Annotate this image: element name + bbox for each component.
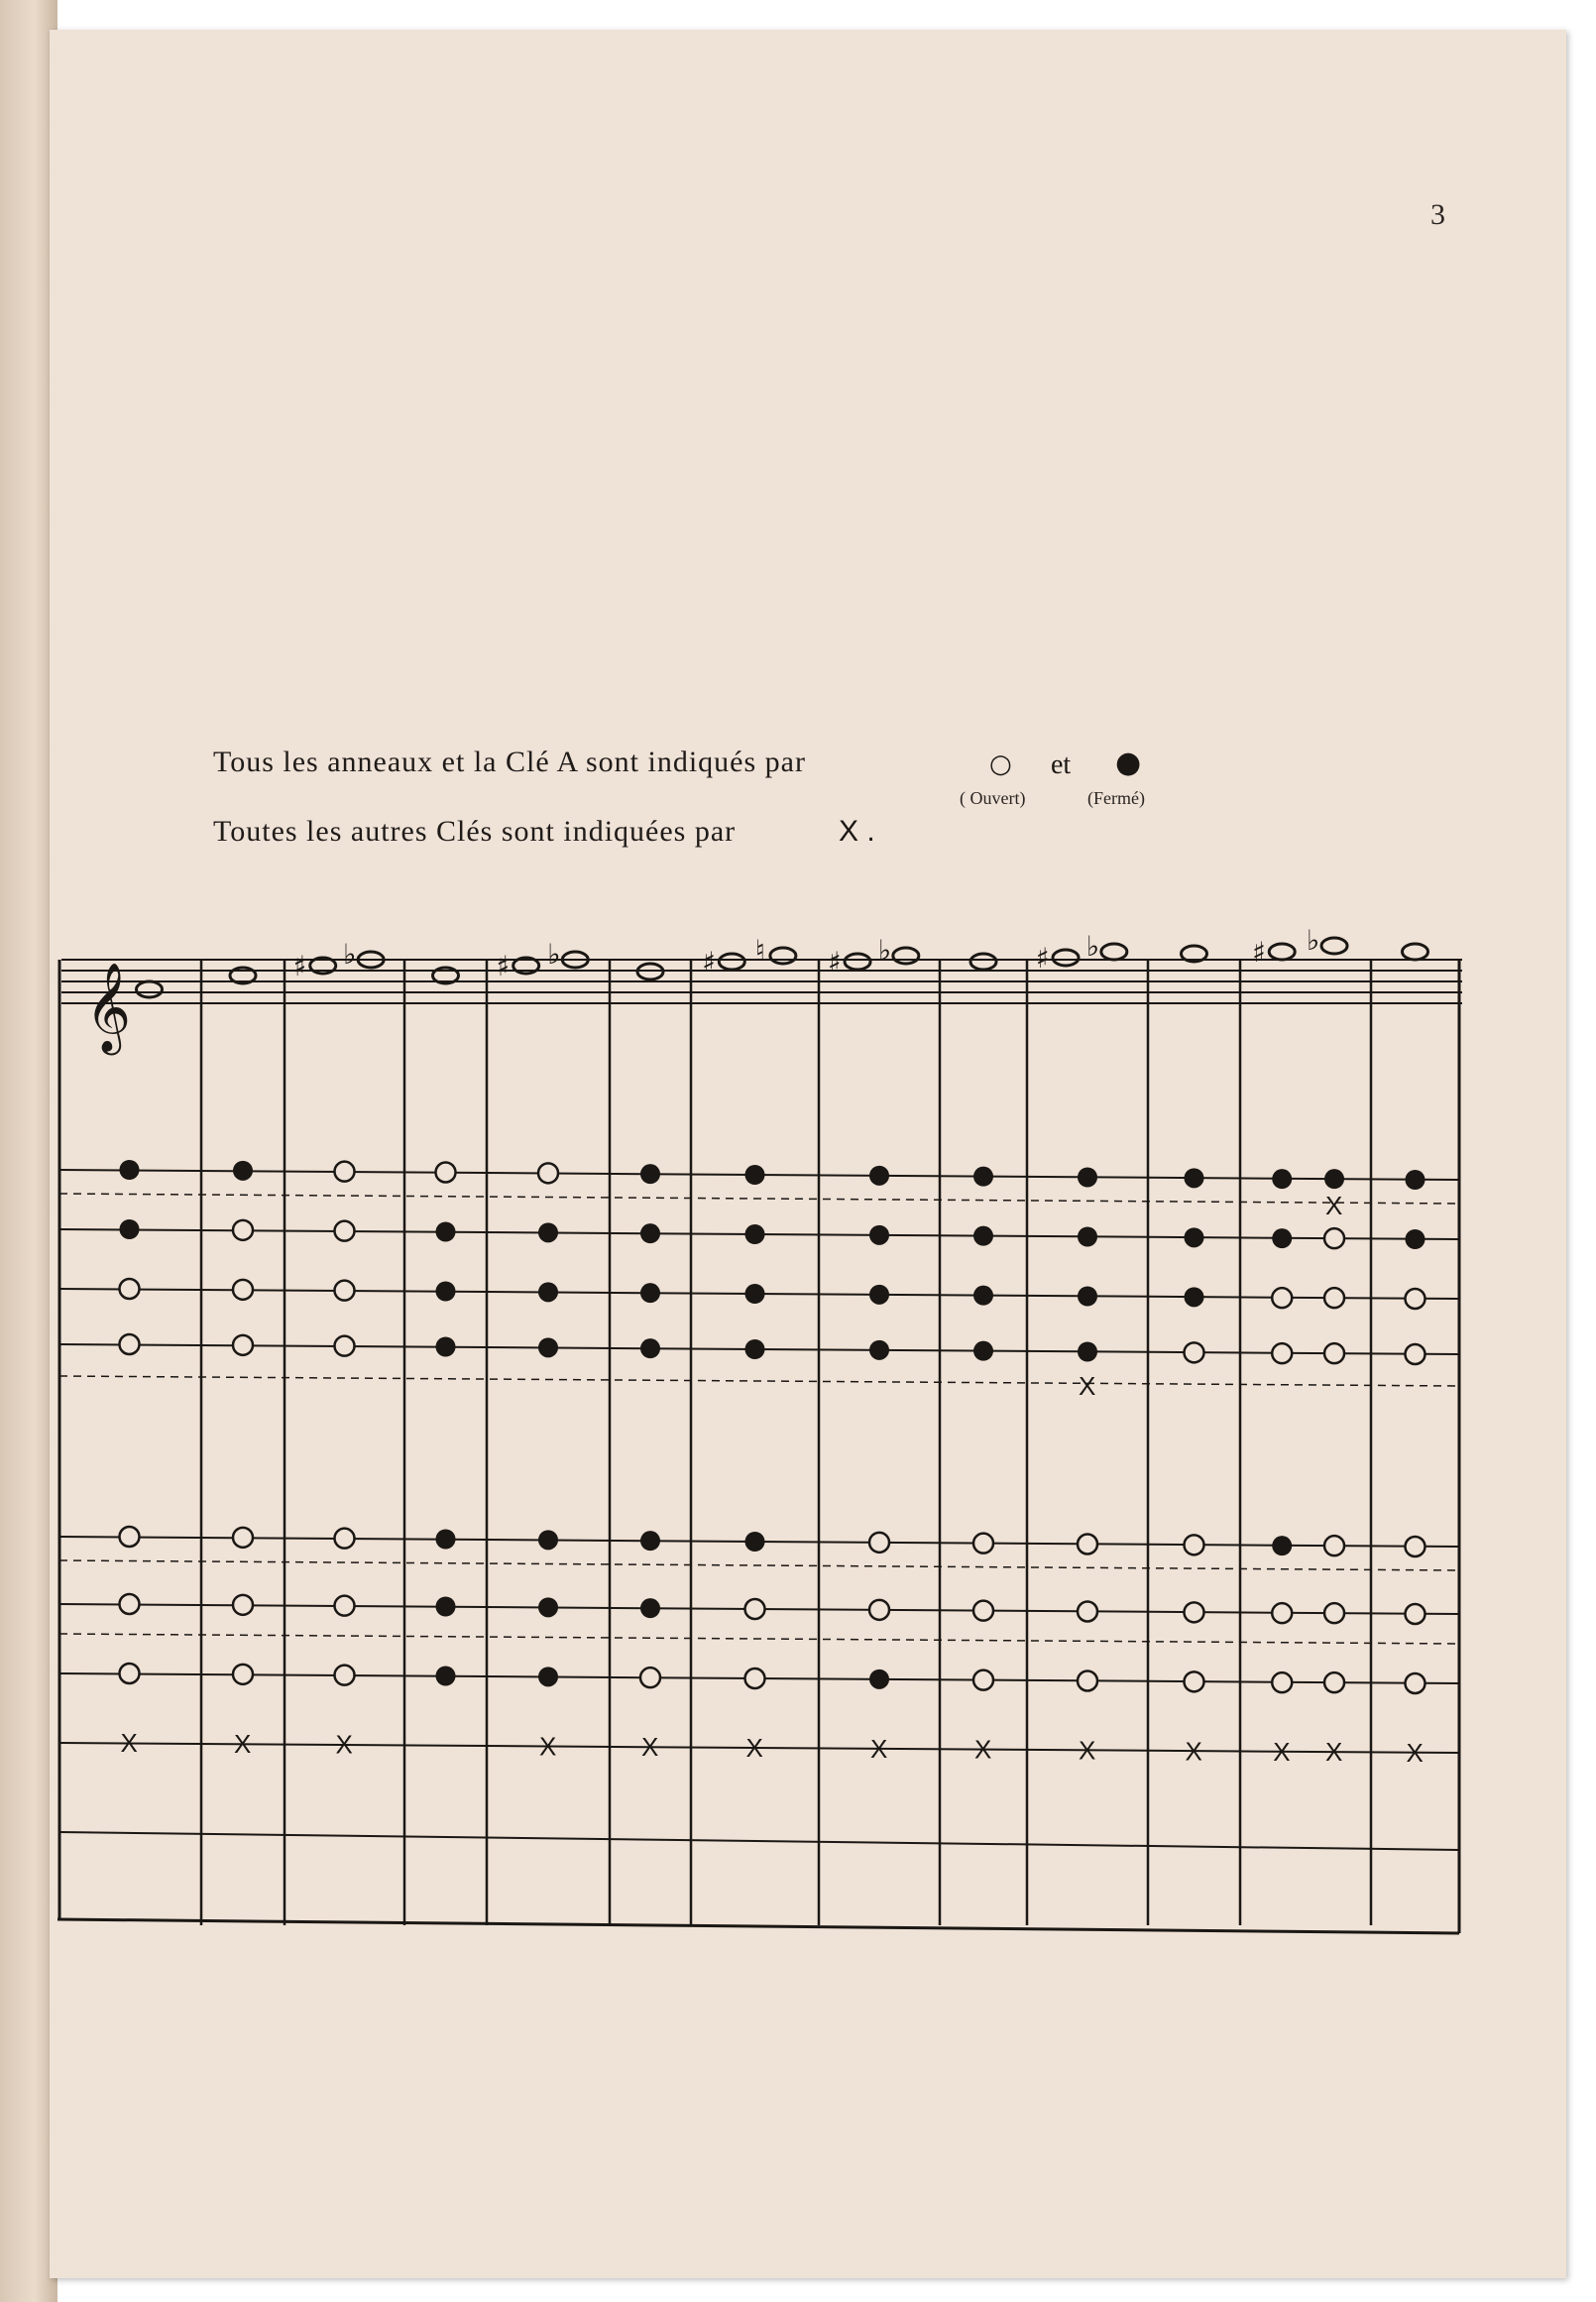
note-head <box>770 948 796 964</box>
note-head <box>845 954 870 970</box>
open-hole-mark <box>233 1335 253 1355</box>
closed-hole-mark <box>1272 1536 1292 1555</box>
closed-hole-mark <box>436 1597 456 1617</box>
open-hole-mark <box>973 1534 993 1554</box>
open-hole-mark <box>335 1666 355 1685</box>
open-hole-mark <box>120 1594 140 1614</box>
closed-hole-mark <box>436 1530 456 1550</box>
accidental-mark: ♯ <box>292 950 307 982</box>
closed-hole-mark <box>120 1160 140 1180</box>
closed-hole-mark <box>1185 1168 1204 1188</box>
open-hole-mark <box>1185 1342 1204 1362</box>
closed-circle-symbol: ● <box>1115 746 1142 780</box>
closed-hole-mark <box>1078 1227 1097 1247</box>
open-hole-mark <box>120 1334 140 1354</box>
closed-hole-mark <box>1078 1342 1097 1362</box>
closed-hole-mark <box>1185 1227 1204 1247</box>
closed-hole-mark <box>436 1667 456 1686</box>
closed-hole-mark <box>973 1226 993 1246</box>
dashed-guide-line <box>59 1194 1459 1204</box>
closed-hole-mark <box>869 1669 889 1689</box>
accidental-mark: ♯ <box>702 946 716 978</box>
key-x-mark: X <box>120 1728 138 1758</box>
open-caption: ( Ouvert) <box>960 788 1026 808</box>
key-x-mark: X <box>745 1733 763 1763</box>
open-hole-mark <box>335 1281 355 1301</box>
closed-hole-mark <box>640 1164 660 1184</box>
legend-keys-text: Toutes les autres Clés sont indiquées par <box>213 815 737 848</box>
open-hole-mark <box>1324 1228 1344 1248</box>
closed-hole-mark <box>1406 1229 1425 1249</box>
page-number: 3 <box>1430 198 1445 231</box>
accidental-mark: ♯ <box>1036 942 1050 975</box>
key-x-mark: X <box>1325 1737 1343 1768</box>
closed-hole-mark <box>1272 1228 1292 1248</box>
key-x-mark: X <box>1079 1735 1096 1766</box>
open-hole-mark <box>745 1669 765 1688</box>
open-hole-mark <box>1324 1536 1344 1555</box>
open-hole-mark <box>1078 1671 1097 1691</box>
closed-hole-mark <box>973 1167 993 1187</box>
closed-hole-mark <box>745 1532 765 1552</box>
chart-footer-line <box>59 1832 1459 1850</box>
dashed-guide-line <box>59 1376 1459 1386</box>
closed-hole-mark <box>869 1340 889 1360</box>
open-hole-mark <box>1272 1603 1292 1623</box>
closed-hole-mark <box>745 1165 765 1185</box>
key-x-mark: X <box>335 1729 353 1760</box>
open-hole-mark <box>1406 1604 1425 1624</box>
open-hole-mark <box>640 1668 660 1687</box>
open-hole-mark <box>973 1670 993 1690</box>
open-hole-mark <box>233 1280 253 1300</box>
open-hole-mark <box>869 1533 889 1553</box>
open-hole-mark <box>335 1596 355 1616</box>
open-circle-symbol: ○ <box>989 749 1012 779</box>
closed-hole-mark <box>1185 1287 1204 1307</box>
open-hole-mark <box>1078 1602 1097 1622</box>
open-hole-mark <box>1272 1343 1292 1363</box>
open-hole-mark <box>1406 1289 1425 1309</box>
legend-conjunction: et <box>1051 749 1072 780</box>
note-head <box>719 954 744 970</box>
closed-hole-mark <box>869 1225 889 1245</box>
open-hole-mark <box>1272 1288 1292 1308</box>
closed-hole-mark <box>745 1224 765 1244</box>
closed-hole-mark <box>1406 1170 1425 1190</box>
closed-hole-mark <box>538 1667 558 1686</box>
accidental-mark: ♭ <box>1307 924 1320 957</box>
open-hole-mark <box>1406 1537 1425 1556</box>
note-head <box>1053 950 1079 966</box>
note-head <box>1403 944 1428 960</box>
closed-hole-mark <box>436 1337 456 1357</box>
closed-hole-mark <box>973 1341 993 1361</box>
closed-hole-mark <box>869 1285 889 1305</box>
closed-hole-mark <box>1272 1169 1292 1189</box>
closed-hole-mark <box>745 1339 765 1359</box>
closed-hole-mark <box>745 1284 765 1304</box>
accidental-mark: ♯ <box>828 946 842 978</box>
open-hole-mark <box>233 1528 253 1548</box>
closed-hole-mark <box>1324 1169 1344 1189</box>
open-hole-mark <box>120 1279 140 1299</box>
closed-caption: (Fermé) <box>1087 788 1145 808</box>
note-head <box>137 981 163 997</box>
accidental-mark: ♯ <box>496 950 511 982</box>
open-hole-mark <box>1324 1672 1344 1692</box>
open-hole-mark <box>1324 1288 1344 1308</box>
open-hole-mark <box>1406 1673 1425 1693</box>
open-hole-mark <box>869 1600 889 1620</box>
dashed-guide-line <box>59 1560 1459 1570</box>
open-hole-mark <box>233 1665 253 1684</box>
note-head <box>970 954 996 970</box>
closed-hole-mark <box>436 1282 456 1302</box>
accidental-mark: ♮ <box>754 934 765 967</box>
open-hole-mark <box>1406 1344 1425 1364</box>
open-hole-mark <box>745 1599 765 1619</box>
open-hole-mark <box>335 1221 355 1241</box>
open-hole-mark <box>335 1529 355 1549</box>
treble-clef-icon: 𝄞 <box>85 963 132 1052</box>
chart-bottom-border <box>57 1919 1459 1933</box>
open-hole-mark <box>335 1336 355 1356</box>
key-x-mark: X <box>641 1732 659 1763</box>
note-head <box>1269 944 1295 960</box>
closed-hole-mark <box>640 1598 660 1618</box>
closed-hole-mark <box>120 1219 140 1239</box>
open-hole-mark <box>120 1664 140 1683</box>
accidental-mark: ♭ <box>343 938 357 971</box>
closed-hole-mark <box>640 1283 660 1303</box>
closed-hole-mark <box>233 1161 253 1181</box>
closed-hole-mark <box>436 1222 456 1242</box>
closed-hole-mark <box>538 1530 558 1550</box>
key-x-mark: X <box>1273 1737 1291 1768</box>
key-x-mark: X <box>870 1733 888 1764</box>
open-hole-mark <box>1185 1602 1204 1622</box>
open-hole-mark <box>1078 1535 1097 1554</box>
open-hole-mark <box>973 1601 993 1621</box>
key-x-mark: X <box>539 1731 557 1762</box>
open-hole-mark <box>1185 1671 1204 1691</box>
open-hole-mark <box>120 1527 140 1547</box>
key-x-mark: X <box>1325 1191 1343 1220</box>
open-hole-mark <box>1272 1672 1292 1692</box>
note-head <box>893 948 919 964</box>
accidental-mark: ♭ <box>1085 930 1100 963</box>
closed-hole-mark <box>538 1337 558 1357</box>
closed-hole-mark <box>640 1531 660 1551</box>
closed-hole-mark <box>973 1286 993 1306</box>
accidental-mark: ♭ <box>547 938 561 971</box>
key-x-mark: X <box>1406 1738 1424 1768</box>
open-hole-mark <box>1324 1603 1344 1623</box>
closed-hole-mark <box>538 1222 558 1242</box>
open-hole-mark <box>538 1163 558 1183</box>
open-hole-mark <box>1185 1535 1204 1554</box>
open-hole-mark <box>233 1595 253 1615</box>
dashed-guide-line <box>59 1634 1459 1644</box>
closed-hole-mark <box>538 1597 558 1617</box>
open-hole-mark <box>436 1163 456 1183</box>
key-x-mark: X <box>234 1728 252 1759</box>
note-head <box>1101 944 1127 960</box>
closed-hole-mark <box>1078 1287 1097 1307</box>
closed-hole-mark <box>1078 1168 1097 1188</box>
closed-hole-mark <box>869 1166 889 1186</box>
key-x-mark: X <box>1185 1736 1202 1767</box>
key-x-mark: X <box>1079 1371 1096 1401</box>
closed-hole-mark <box>640 1338 660 1358</box>
accidental-mark: ♭ <box>877 934 892 967</box>
note-head <box>1321 938 1347 954</box>
key-x-symbol: X . <box>839 815 875 848</box>
closed-hole-mark <box>640 1223 660 1243</box>
accidental-mark: ♯ <box>1252 936 1266 969</box>
legend-rings-text: Tous les anneaux et la Clé A sont indiqués par <box>213 746 806 778</box>
open-hole-mark <box>1324 1343 1344 1363</box>
closed-hole-mark <box>538 1282 558 1302</box>
open-hole-mark <box>335 1162 355 1182</box>
key-x-mark: X <box>974 1734 992 1765</box>
open-hole-mark <box>233 1220 253 1240</box>
